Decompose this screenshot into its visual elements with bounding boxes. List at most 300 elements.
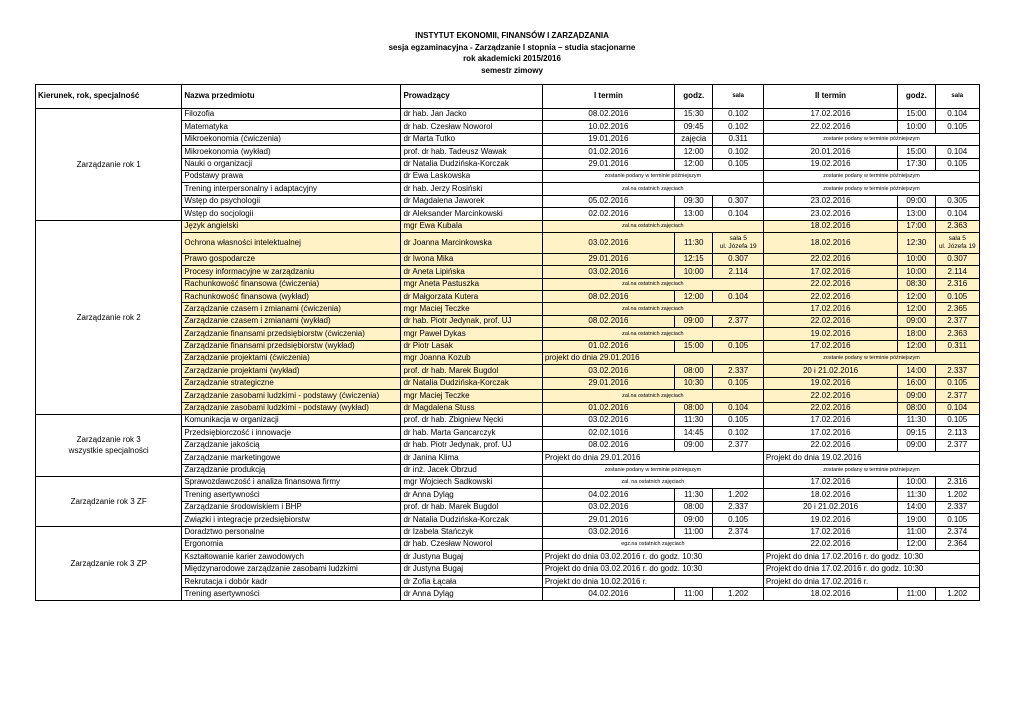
- term2-date: 22.02.2016: [763, 538, 897, 550]
- term1-room: 0.105: [713, 158, 763, 170]
- term1-time: 09:00: [675, 514, 713, 526]
- term2-project: Projekt do dnia 19.02.2016: [763, 452, 979, 464]
- lecturer-cell: dr Justyna Bugaj: [401, 563, 542, 575]
- group-name: Zarządzanie rok 3 ZP: [70, 558, 147, 568]
- term1-date: 04.02.2016: [542, 489, 674, 501]
- term1-room: 2.377: [713, 315, 763, 327]
- term1-note: zostanie podany w terminie późniejszym: [542, 464, 763, 476]
- term2-date: 18.02.2016: [763, 489, 897, 501]
- col-term1: I termin: [542, 85, 674, 109]
- lecturer-cell: dr Iwona Mika: [401, 253, 542, 265]
- term2-date: 22.02.2016: [763, 278, 897, 290]
- term1-date: 03.02.2016: [542, 526, 674, 538]
- term2-date: 20 i 21.02.2016: [763, 501, 897, 513]
- term1-time: zajęcia: [675, 133, 713, 145]
- term1-date: 03.02.2016: [542, 232, 674, 253]
- term1-room: 0.105: [713, 514, 763, 526]
- term2-room: 0.307: [935, 253, 980, 265]
- schedule-body: [36, 109, 980, 601]
- term2-date: 22.02.2016: [763, 439, 897, 451]
- subject-cell: Ochrona własności intelektualnej: [182, 232, 401, 253]
- term1-time: 10:00: [675, 266, 713, 278]
- term2-room: 2.316: [935, 278, 980, 290]
- lecturer-cell: dr Aneta Lipińska: [401, 266, 542, 278]
- lecturer-cell: mgr Paweł Dykas: [401, 328, 542, 340]
- lecturer-cell: dr hab. Czesław Noworol: [401, 538, 542, 550]
- term1-room: 2.337: [713, 501, 763, 513]
- term2-room: [935, 232, 980, 253]
- term1-project: Projekt do dnia 03.02.2016 r. do godz. 10:30: [542, 551, 763, 563]
- subject-cell: Sprawozdawczość i analiza finansowa firmy: [182, 476, 401, 488]
- col-lecturer: Prowadzący: [401, 85, 542, 109]
- term2-date: 22.02.2016: [763, 390, 897, 402]
- term1-room: 0.102: [713, 427, 763, 439]
- term2-project: Projekt do dnia 17.02.2016 r. do godz. 10:30: [763, 563, 979, 575]
- term1-time: 14:45: [675, 427, 713, 439]
- term1-project: Projekt do dnia 03.02.2016 r. do godz. 10:30: [542, 563, 763, 575]
- term1-room: 2.114: [713, 266, 763, 278]
- term2-room: 0.105: [935, 291, 980, 303]
- term2-date: 17.02.2016: [763, 526, 897, 538]
- term2-time: 11:00: [898, 588, 935, 600]
- term2-time: 12:00: [898, 340, 935, 352]
- lecturer-cell: mgr Ewa Kubala: [401, 220, 542, 232]
- term1-date: 29.01.2016: [542, 253, 674, 265]
- term2-room: 0.104: [935, 208, 980, 220]
- term2-time: 15:00: [898, 109, 935, 121]
- term1-time: 15:30: [675, 109, 713, 121]
- term1-date: 02.02.1016: [542, 427, 674, 439]
- group-name: Zarządzanie rok 2: [76, 312, 141, 322]
- lecturer-cell: dr inż. Jacek Obrzud: [401, 464, 542, 476]
- subject-cell: Podstawy prawa: [182, 170, 401, 182]
- subject-cell: Rachunkowość finansowa (wykład): [182, 291, 401, 303]
- subject-cell: Związki i integracje przedsiębiorstw: [182, 514, 401, 526]
- subject-cell: Wstęp do psychologii: [182, 195, 401, 207]
- term2-time: 17:30: [898, 158, 935, 170]
- col-group: Kierunek, rok, specjalność: [36, 85, 182, 109]
- subject-cell: Rachunkowość finansowa (ćwiczenia): [182, 278, 401, 290]
- term2-date: 19.02.2016: [763, 377, 897, 389]
- subject-cell: Filozofia: [182, 109, 401, 121]
- table-row: [36, 220, 980, 232]
- term2-time: 17:00: [898, 220, 935, 232]
- lecturer-cell: mgr Joanna Kozub: [401, 353, 542, 365]
- group-label: [36, 220, 182, 414]
- session-title: sesja egzaminacyjna - Zarządzanie I stopnia – studia stacjonarne: [388, 42, 636, 52]
- term2-room: 0.104: [935, 146, 980, 158]
- term1-time: 08:00: [675, 365, 713, 377]
- subject-cell: Zarządzanie finansami przedsiębiorstw (wykład): [182, 340, 401, 352]
- lecturer-cell: dr hab. Marta Gancarczyk: [401, 427, 542, 439]
- term2-date: 18.02.2016: [763, 220, 897, 232]
- institute-title: INSTYTUT EKONOMII, FINANSÓW I ZARZĄDZANIA: [415, 31, 609, 40]
- term1-date: 29.01.2016: [542, 377, 674, 389]
- term1-project: Projekt do dnia 29.01.2016: [542, 452, 763, 464]
- term2-time: 12:00: [898, 538, 935, 550]
- term1-room: 0.105: [713, 340, 763, 352]
- term1-room: 0.102: [713, 109, 763, 121]
- term2-time: 10:00: [898, 121, 935, 133]
- term2-time: 14:00: [898, 501, 935, 513]
- term1-room: 0.105: [713, 414, 763, 426]
- term2-date: 23.02.2016: [763, 195, 897, 207]
- term1-room: 1.202: [713, 489, 763, 501]
- subject-cell: Zarządzanie marketingowe: [182, 452, 401, 464]
- term1-room: 2.374: [713, 526, 763, 538]
- group-subname: wszystkie specjalności: [68, 446, 149, 456]
- term1-time: 09:00: [675, 439, 713, 451]
- term1-date: 05.02.2016: [542, 195, 674, 207]
- term2-room: 2.337: [935, 365, 980, 377]
- term2-room: 0.105: [935, 158, 980, 170]
- term2-time: 12:00: [898, 303, 935, 315]
- term1-date: 19.01.2016: [542, 133, 674, 145]
- term2-date: 19.02.2016: [763, 158, 897, 170]
- term2-time: 11:00: [898, 526, 935, 538]
- term2-time: 11:30: [898, 414, 935, 426]
- term2-room: 2.374: [935, 526, 980, 538]
- term2-time: 12:00: [898, 291, 935, 303]
- col-subject: Nazwa przedmiotu: [182, 85, 401, 109]
- lecturer-cell: mgr Maciej Teczke: [401, 303, 542, 315]
- term2-room: 0.104: [935, 109, 980, 121]
- term1-room: 0.311: [713, 133, 763, 145]
- term1-date: 10.02.2016: [542, 121, 674, 133]
- term2-time: 09:00: [898, 315, 935, 327]
- lecturer-cell: dr Natalia Dudzińska-Korczak: [401, 514, 542, 526]
- term1-time: 10:30: [675, 377, 713, 389]
- subject-cell: Matematyka: [182, 121, 401, 133]
- term2-date: 17.02.2016: [763, 476, 897, 488]
- table-row: [36, 414, 980, 426]
- term2-date: 19.02.2016: [763, 328, 897, 340]
- lecturer-cell: prof. dr hab. Marek Bugdol: [401, 365, 542, 377]
- term2-room: 2.365: [935, 303, 980, 315]
- term1-room: 0.104: [713, 208, 763, 220]
- term2-room: 2.377: [935, 315, 980, 327]
- subject-cell: Zarządzanie zasobami ludzkimi - podstawy (ćwiczenia): [182, 390, 401, 402]
- term1-time: 11:30: [675, 414, 713, 426]
- subject-cell: Kształtowanie karier zawodowych: [182, 551, 401, 563]
- term1-room: 0.104: [713, 291, 763, 303]
- term1-note: zal.na ostatnich zajęciach: [542, 183, 763, 195]
- term1-time: 08:00: [675, 501, 713, 513]
- term2-room: 2.377: [935, 439, 980, 451]
- lecturer-cell: dr Aleksander Marcinkowski: [401, 208, 542, 220]
- lecturer-cell: dr Izabela Stańczyk: [401, 526, 542, 538]
- col-room1: sala: [713, 85, 763, 109]
- term1-time: 12:00: [675, 291, 713, 303]
- term1-time: 12:15: [675, 253, 713, 265]
- term1-note: zal.na ostatnich zajęciach: [542, 303, 763, 315]
- term2-time: 19:00: [898, 514, 935, 526]
- subject-cell: Zarządzanie zasobami ludzkimi - podstawy (wykład): [182, 402, 401, 414]
- term2-note: zostanie podany w terminie późniejszym: [763, 133, 979, 145]
- term1-room: 0.105: [713, 377, 763, 389]
- term1-time: 11:00: [675, 588, 713, 600]
- lecturer-cell: prof. dr hab. Marek Bugdol: [401, 501, 542, 513]
- term1-date: 01.02.2016: [542, 340, 674, 352]
- term2-time: 10:00: [898, 476, 935, 488]
- col-time1: godz.: [675, 85, 713, 109]
- term1-room: 0.307: [713, 195, 763, 207]
- term1-note: zal.na ostatnich zajęciach: [542, 328, 763, 340]
- lecturer-cell: dr Natalia Dudzińska-Korczak: [401, 377, 542, 389]
- term2-date: 17.02.2016: [763, 414, 897, 426]
- term1-time: 11:30: [675, 489, 713, 501]
- lecturer-cell: mgr Wojciech Sadkowski: [401, 476, 542, 488]
- term2-time: 09:00: [898, 390, 935, 402]
- lecturer-cell: dr hab. Piotr Jedynak, prof. UJ: [401, 439, 542, 451]
- term2-time: 14:00: [898, 365, 935, 377]
- subject-cell: Doradztwo personalne: [182, 526, 401, 538]
- term1-room: 2.377: [713, 439, 763, 451]
- col-time2: godz.: [898, 85, 935, 109]
- term2-time: 18:00: [898, 328, 935, 340]
- term1-date: 29.01.2016: [542, 158, 674, 170]
- subject-cell: Rekrutacja i dobór kadr: [182, 576, 401, 588]
- term1-date: 08.02.2016: [542, 291, 674, 303]
- term2-room: 0.105: [935, 414, 980, 426]
- subject-cell: Zarządzanie projektami (wykład): [182, 365, 401, 377]
- term2-room: 2.113: [935, 427, 980, 439]
- subject-cell: Prawo gospodarcze: [182, 253, 401, 265]
- col-room2: sala: [935, 85, 980, 109]
- term2-time: 12:30: [898, 232, 935, 253]
- term1-date: 02.02.2016: [542, 208, 674, 220]
- term2-date: 17.02.2016: [763, 427, 897, 439]
- lecturer-cell: dr Magdalena Jaworek: [401, 195, 542, 207]
- lecturer-cell: dr Janina Klima: [401, 452, 542, 464]
- room-line: sala 5: [729, 234, 747, 242]
- term2-date: 22.02.2016: [763, 121, 897, 133]
- table-row: [36, 476, 980, 488]
- term1-date: 03.02.2016: [542, 501, 674, 513]
- term2-date: 22.02.2016: [763, 253, 897, 265]
- term2-room: 0.305: [935, 195, 980, 207]
- term2-room: 0.104: [935, 402, 980, 414]
- term1-date: 29.01.2016: [542, 514, 674, 526]
- subject-cell: Mikroekonomia (ćwiczenia): [182, 133, 401, 145]
- term1-note: zal.na ostatnich zajęciach: [542, 390, 763, 402]
- subject-cell: Wstęp do socjologii: [182, 208, 401, 220]
- semester: semestr zimowy: [481, 65, 543, 75]
- table-header-row: [36, 85, 980, 109]
- subject-cell: Procesy informacyjne w zarządzaniu: [182, 266, 401, 278]
- term2-room: 2.364: [935, 538, 980, 550]
- term2-room: 2.377: [935, 390, 980, 402]
- term2-room: 0.311: [935, 340, 980, 352]
- lecturer-cell: prof. dr hab. Zbigniew Nęcki: [401, 414, 542, 426]
- term1-date: 03.02.2016: [542, 414, 674, 426]
- term1-time: 09:30: [675, 195, 713, 207]
- term2-room: 0.105: [935, 514, 980, 526]
- subject-cell: Zarządzanie finansami przedsiębiorstw (ćwiczenia): [182, 328, 401, 340]
- term2-note: zostanie podany w terminie późniejszym: [763, 183, 979, 195]
- lecturer-cell: dr Anna Dyląg: [401, 489, 542, 501]
- room-line: sala 5: [948, 234, 966, 242]
- term1-time: 13:00: [675, 208, 713, 220]
- group-label: [36, 109, 182, 221]
- lecturer-cell: dr Marta Tutko: [401, 133, 542, 145]
- academic-year: rok akademicki 2015/2016: [463, 54, 561, 63]
- term2-project: Projekt do dnia 17.02.2016 r.: [763, 576, 979, 588]
- group-name: Zarządzanie rok 1: [76, 159, 141, 169]
- table-row: [36, 109, 980, 121]
- term2-time: 09:15: [898, 427, 935, 439]
- term2-time: 10:00: [898, 266, 935, 278]
- lecturer-cell: dr Magdalena Stuss: [401, 402, 542, 414]
- term1-room: 0.104: [713, 402, 763, 414]
- term1-room: 0.307: [713, 253, 763, 265]
- subject-cell: Trening asertywności: [182, 489, 401, 501]
- term2-date: 18.02.2016: [763, 232, 897, 253]
- term2-time: 09:00: [898, 195, 935, 207]
- term2-note: zostanie podany w terminie późniejszym: [763, 353, 979, 365]
- term1-date: 08.02.2016: [542, 439, 674, 451]
- term2-project: Projekt do dnia 17.02.2016 r. do godz. 10:30: [763, 551, 979, 563]
- term2-room: 2.114: [935, 266, 980, 278]
- term2-room: 0.105: [935, 377, 980, 389]
- term1-project: Projekt do dnia 10.02.2016 r.: [542, 576, 763, 588]
- term2-room: 1.202: [935, 489, 980, 501]
- subject-cell: Przedsiębiorczość i innowacje: [182, 427, 401, 439]
- term1-time: 12:00: [675, 158, 713, 170]
- term2-room: 2.363: [935, 328, 980, 340]
- term1-time: 11:00: [675, 526, 713, 538]
- term1-note: zal.na ostatnich zajęciach: [542, 278, 763, 290]
- term2-room: 2.363: [935, 220, 980, 232]
- group-label: [36, 476, 182, 526]
- term1-note: zal. na ostatnich zajęciach: [542, 476, 763, 488]
- term1-project: projekt do dnia 29.01.2016: [542, 353, 763, 365]
- term2-date: 17.02.2016: [763, 303, 897, 315]
- term2-time: 11:30: [898, 489, 935, 501]
- term2-time: 10:00: [898, 253, 935, 265]
- term2-time: 13:00: [898, 208, 935, 220]
- term1-date: 03.02.2016: [542, 365, 674, 377]
- term2-date: 22.02.2016: [763, 402, 897, 414]
- subject-cell: Zarządzanie środowiskiem i BHP: [182, 501, 401, 513]
- term1-time: 12:00: [675, 146, 713, 158]
- term1-room: [713, 232, 763, 253]
- lecturer-cell: prof. dr hab. Tadeusz Wawak: [401, 146, 542, 158]
- subject-cell: Ergonomia: [182, 538, 401, 550]
- term1-note: egz.na ostatnich zajęciach: [542, 538, 763, 550]
- term2-date: 17.02.2016: [763, 266, 897, 278]
- term2-date: 22.02.2016: [763, 315, 897, 327]
- term2-date: 20 i 21.02.2016: [763, 365, 897, 377]
- subject-cell: Trening interpersonalny i adaptacyjny: [182, 183, 401, 195]
- term2-date: 18.02.2016: [763, 588, 897, 600]
- term1-date: 04.02.2016: [542, 588, 674, 600]
- term2-room: 2.316: [935, 476, 980, 488]
- subject-cell: Język angielski: [182, 220, 401, 232]
- subject-cell: Zarządzanie czasem i zmianami (ćwiczenia): [182, 303, 401, 315]
- subject-cell: Trening asertywności: [182, 588, 401, 600]
- document-header: [0, 30, 1024, 76]
- group-name: Zarządzanie rok 3: [76, 435, 141, 445]
- term1-date: 03.02.2016: [542, 266, 674, 278]
- term1-note: zal.na ostatnich zajęciach: [542, 220, 763, 232]
- table-row: [36, 526, 980, 538]
- subject-cell: Nauki o organizacji: [182, 158, 401, 170]
- term2-time: 09:00: [898, 439, 935, 451]
- term2-time: 16:00: [898, 377, 935, 389]
- term2-date: 17.02.2016: [763, 109, 897, 121]
- subject-cell: Zarządzanie projektami (ćwiczenia): [182, 353, 401, 365]
- room-line: ul. Józefa 19: [938, 242, 976, 250]
- term1-date: 08.02.2016: [542, 109, 674, 121]
- subject-cell: Zarządzanie produkcją: [182, 464, 401, 476]
- term1-time: 08:00: [675, 402, 713, 414]
- term1-note: zostanie podany w terminie późniejszym: [542, 170, 763, 182]
- term1-date: 08.02.2016: [542, 315, 674, 327]
- term1-time: 09:45: [675, 121, 713, 133]
- lecturer-cell: dr Piotr Lasak: [401, 340, 542, 352]
- term1-date: 01.02.2016: [542, 146, 674, 158]
- term1-time: 09:00: [675, 315, 713, 327]
- lecturer-cell: dr hab. Jan Jacko: [401, 109, 542, 121]
- term1-room: 0.102: [713, 146, 763, 158]
- lecturer-cell: dr hab. Jerzy Rosiński: [401, 183, 542, 195]
- term2-date: 20.01.2016: [763, 146, 897, 158]
- lecturer-cell: dr Anna Dyląg: [401, 588, 542, 600]
- term2-date: 22.02.2016: [763, 291, 897, 303]
- subject-cell: Zarządzanie strategiczne: [182, 377, 401, 389]
- col-term2: II termin: [763, 85, 897, 109]
- term1-date: 01.02.2016: [542, 402, 674, 414]
- term2-note: zostanie podany w terminie późniejszym: [763, 464, 979, 476]
- group-label: [36, 414, 182, 476]
- subject-cell: Międzynarodowe zarządzanie zasobami ludzkimi: [182, 563, 401, 575]
- lecturer-cell: dr Zofia Łącała: [401, 576, 542, 588]
- term2-date: 19.02.2016: [763, 514, 897, 526]
- term2-date: 23.02.2016: [763, 208, 897, 220]
- exam-schedule-table: [35, 84, 980, 601]
- term1-room: 0.102: [713, 121, 763, 133]
- term2-time: 15:00: [898, 146, 935, 158]
- group-name: Zarządzanie rok 3 ZF: [70, 496, 147, 506]
- lecturer-cell: mgr Maciej Teczke: [401, 390, 542, 402]
- term2-room: 1.202: [935, 588, 980, 600]
- term1-room: 1.202: [713, 588, 763, 600]
- subject-cell: Komunikacja w organizacji: [182, 414, 401, 426]
- term2-time: 08:00: [898, 402, 935, 414]
- term1-room: 2.337: [713, 365, 763, 377]
- term1-time: 11:30: [675, 232, 713, 253]
- room-line: ul. Józefa 19: [719, 242, 757, 250]
- lecturer-cell: dr hab. Piotr Jedynak, prof. UJ: [401, 315, 542, 327]
- subject-cell: Zarządzanie czasem i zmianami (wykład): [182, 315, 401, 327]
- lecturer-cell: dr hab. Czesław Noworol: [401, 121, 542, 133]
- group-label: [36, 526, 182, 600]
- subject-cell: Mikroekonomia (wykład): [182, 146, 401, 158]
- lecturer-cell: dr Ewa Laskowska: [401, 170, 542, 182]
- lecturer-cell: dr Natalia Dudzińska-Korczak: [401, 158, 542, 170]
- term1-time: 15:00: [675, 340, 713, 352]
- lecturer-cell: dr Joanna Marcinkowska: [401, 232, 542, 253]
- subject-cell: Zarządzanie jakością: [182, 439, 401, 451]
- lecturer-cell: dr Małgorzata Kutera: [401, 291, 542, 303]
- term2-time: 08:30: [898, 278, 935, 290]
- term2-date: 17.02.2016: [763, 340, 897, 352]
- term2-note: zostanie podany w terminie późniejszym: [763, 170, 979, 182]
- lecturer-cell: dr Justyna Bugaj: [401, 551, 542, 563]
- lecturer-cell: mgr Aneta Pastuszka: [401, 278, 542, 290]
- term2-room: 2.337: [935, 501, 980, 513]
